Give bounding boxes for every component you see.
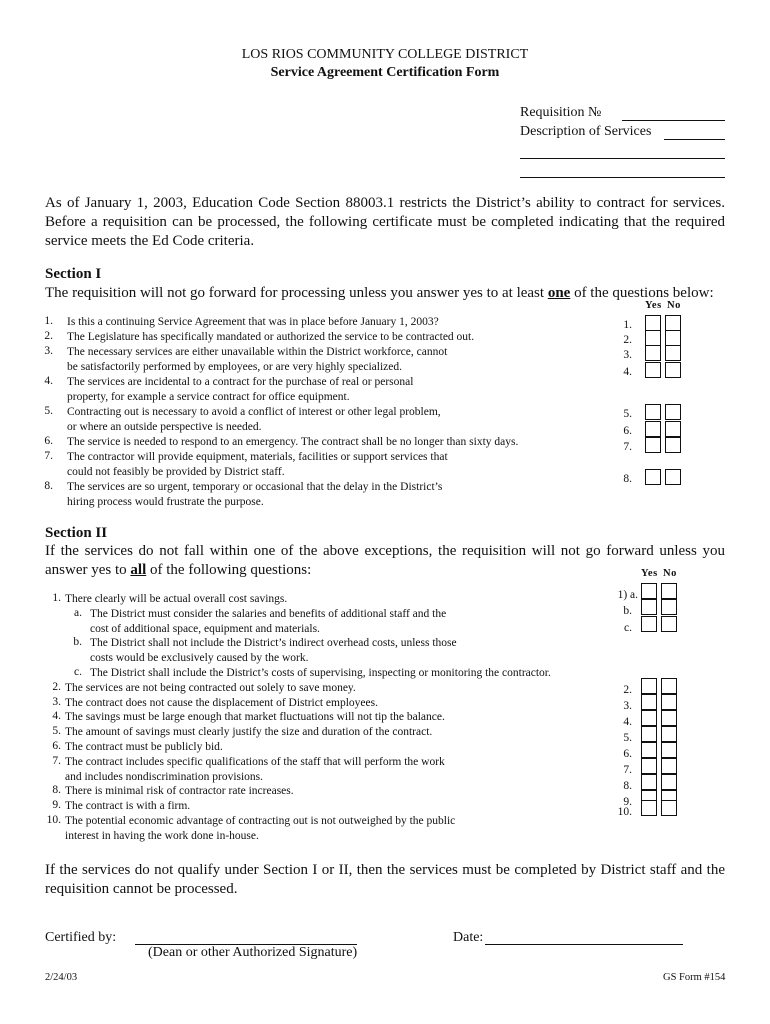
section2-answer-label: 1) a. xyxy=(617,589,638,601)
section2-no-checkbox[interactable] xyxy=(661,758,677,774)
section2-no-checkbox[interactable] xyxy=(661,599,677,615)
date-label: Date: xyxy=(453,930,484,945)
section2-no-checkbox[interactable] xyxy=(661,583,677,599)
section1-yes-checkbox[interactable] xyxy=(645,330,661,346)
section2-instructions: If the services do not fall within one of the above exceptions, the requisition will not go forward unless you answer yes to all of the following questions: xyxy=(45,543,725,578)
section2-question-number: 1. xyxy=(52,592,61,604)
section2-yes-checkbox[interactable] xyxy=(641,726,657,742)
emphasis-all: all xyxy=(130,562,147,578)
section2-question-text: The contract must be publicly bid. xyxy=(65,741,223,753)
section1-question-number: 1. xyxy=(44,315,53,327)
section1-answer-label: 2. xyxy=(623,334,632,346)
date-field[interactable] xyxy=(485,944,683,945)
section2-yes-checkbox[interactable] xyxy=(641,800,657,816)
section1-answer-label: 5. xyxy=(623,408,632,420)
section1-question-text: could not feasibly be provided by District staff. xyxy=(67,466,285,478)
section2-question-number: 3. xyxy=(52,695,61,708)
section2-yes-header: Yes xyxy=(641,568,658,579)
section1-yes-header: Yes xyxy=(645,300,662,311)
section1-question-text: The necessary services are either unavailable within the District workforce, cannot xyxy=(67,346,448,358)
section2-answer-label: 8. xyxy=(623,780,632,792)
section2-yes-checkbox[interactable] xyxy=(641,616,657,632)
section2-yes-checkbox[interactable] xyxy=(641,694,657,710)
section1-yes-checkbox[interactable] xyxy=(645,469,661,485)
section2-question-text: The District shall not include the District’s indirect overhead costs, unless those xyxy=(90,637,457,650)
section1-yes-checkbox[interactable] xyxy=(645,421,661,437)
section1-instructions: The requisition will not go forward for processing unless you answer yes to at least one of the questions below: xyxy=(45,285,714,301)
section1-question-text: The service is needed to respond to an emergency. The contract shall be no longer than sixty days. xyxy=(67,436,519,448)
form-title: Service Agreement Certification Form xyxy=(270,65,500,80)
section1-no-checkbox[interactable] xyxy=(665,345,681,361)
section1-no-checkbox[interactable] xyxy=(665,421,681,437)
description-field-3[interactable] xyxy=(520,177,725,178)
org-name: LOS RIOS COMMUNITY COLLEGE DISTRICT xyxy=(241,47,529,62)
section2-question-text: interest in having the work done in-house. xyxy=(65,829,259,842)
section2-no-checkbox[interactable] xyxy=(661,694,677,710)
section1-question-number: 2. xyxy=(44,330,53,342)
description-field-2[interactable] xyxy=(520,158,725,159)
section2-yes-checkbox[interactable] xyxy=(641,599,657,615)
section1-yes-checkbox[interactable] xyxy=(645,315,661,331)
section1-question-text: Contracting out is necessary to avoid a conflict of interest or other legal problem, xyxy=(67,406,441,418)
signature-caption: (Dean or other Authorized Signature) xyxy=(148,945,358,960)
section2-answer-label: 9. xyxy=(623,796,632,808)
section2-question-text: The services are not being contracted out solely to save money. xyxy=(65,681,356,694)
section2-question-number: 8. xyxy=(52,784,61,797)
section1-question-number: 7. xyxy=(44,450,53,462)
section2-question-number: a. xyxy=(74,606,82,619)
section1-question-text: property, for example a service contract for office equipment. xyxy=(67,391,350,403)
requisition-number-field[interactable] xyxy=(622,120,725,121)
section1-yes-checkbox[interactable] xyxy=(645,437,661,453)
section2-answer-label: 4. xyxy=(623,716,632,728)
section1-answer-label: 7. xyxy=(623,441,632,453)
section2-yes-checkbox[interactable] xyxy=(641,583,657,599)
section2-question-text: costs would be exclusively caused by the work. xyxy=(90,652,309,665)
section1-yes-checkbox[interactable] xyxy=(645,362,661,378)
section2-answer-label: 10. xyxy=(617,806,632,818)
section2-question-text: The contract is with a firm. xyxy=(65,800,191,813)
section1-no-header: No xyxy=(667,300,681,311)
section1-no-checkbox[interactable] xyxy=(665,362,681,378)
footer-date: 2/24/03 xyxy=(45,972,78,983)
section1-question-text: The Legislature has specifically mandated or authorized the service to be contracted out. xyxy=(67,331,475,343)
section2-question-number: 4. xyxy=(52,710,61,723)
intro-paragraph: As of January 1, 2003, Education Code Section 88003.1 restricts the District’s ability to contract for services. Before a requisition can be processed, the following certificate must be completed indicating that the required service meets the Ed Code criteria. xyxy=(45,195,725,249)
section2-question-text: The District must consider the salaries and benefits of additional staff and the xyxy=(90,607,447,620)
section1-question-text: or where an outside perspective is needed. xyxy=(67,421,262,433)
section2-no-checkbox[interactable] xyxy=(661,710,677,726)
section2-no-checkbox[interactable] xyxy=(661,616,677,632)
section2-no-header: No xyxy=(663,568,677,579)
section1-question-text: The services are incidental to a contract for the purchase of real or personal xyxy=(67,376,414,388)
section2-yes-checkbox[interactable] xyxy=(641,710,657,726)
section2-answer-label: c. xyxy=(624,622,632,634)
section2-no-checkbox[interactable] xyxy=(661,678,677,694)
section1-answer-label: 3. xyxy=(623,349,632,361)
section2-answer-label: 6. xyxy=(623,748,632,760)
section2-answer-label: b. xyxy=(623,605,632,617)
section2-answer-label: 2. xyxy=(623,684,632,696)
section1-no-checkbox[interactable] xyxy=(665,404,681,420)
section1-no-checkbox[interactable] xyxy=(665,437,681,453)
section1-question-number: 3. xyxy=(44,345,53,357)
requisition-label: Requisition № xyxy=(520,105,602,120)
section2-question-number: c. xyxy=(74,666,82,678)
section2-question-text: The amount of savings must clearly justify the size and duration of the contract. xyxy=(65,726,433,739)
section2-yes-checkbox[interactable] xyxy=(641,678,657,694)
section2-question-number: 9. xyxy=(52,799,61,812)
section1-no-checkbox[interactable] xyxy=(665,469,681,485)
section2-question-text: The District shall include the District’s costs of supervising, inspecting or monitoring the contractor. xyxy=(90,667,551,679)
section2-yes-checkbox[interactable] xyxy=(641,774,657,790)
section2-question-text: The savings must be large enough that market fluctuations will not tip the balance. xyxy=(65,711,445,724)
section1-heading: Section I xyxy=(45,266,102,282)
section2-question-number: 6. xyxy=(52,740,61,752)
section1-question-number: 4. xyxy=(44,375,53,387)
section1-answer-label: 8. xyxy=(623,473,632,485)
section2-heading: Section II xyxy=(45,525,108,541)
section2-question-number: b. xyxy=(73,636,82,649)
section2-no-checkbox[interactable] xyxy=(661,726,677,742)
section2-yes-checkbox[interactable] xyxy=(641,758,657,774)
section2-question-text: The contract does not cause the displacement of District employees. xyxy=(65,696,378,709)
section1-answer-label: 1. xyxy=(623,319,632,331)
section2-yes-checkbox[interactable] xyxy=(641,742,657,758)
section1-question-number: 8. xyxy=(44,480,53,492)
section1-question-text: Is this a continuing Service Agreement that was in place before January 1, 2003? xyxy=(67,316,439,328)
section1-answer-label: 6. xyxy=(623,425,632,437)
section2-answer-label: 7. xyxy=(623,764,632,776)
section1-question-number: 6. xyxy=(44,435,53,447)
section1-question-number: 5. xyxy=(44,405,53,417)
certified-by-label: Certified by: xyxy=(45,930,117,945)
section1-question-text: The contractor will provide equipment, materials, facilities or support services that xyxy=(67,451,448,463)
section2-question-number: 5. xyxy=(52,725,61,738)
section2-question-number: 7. xyxy=(52,754,61,767)
closing-paragraph: If the services do not qualify under Section I or II, then the services must be completed by District staff and the requisition cannot be processed. xyxy=(45,862,725,897)
section2-question-text: cost of additional space, equipment and materials. xyxy=(90,622,320,635)
section2-no-checkbox[interactable] xyxy=(661,800,677,816)
section2-no-checkbox[interactable] xyxy=(661,742,677,758)
section1-question-text: hiring process would frustrate the purpose. xyxy=(67,496,264,508)
section2-no-checkbox[interactable] xyxy=(661,774,677,790)
section1-yes-checkbox[interactable] xyxy=(645,345,661,361)
section2-question-text: The contract includes specific qualifications of the staff that will perform the work xyxy=(65,755,445,768)
section1-question-text: The services are so urgent, temporary or occasional that the delay in the District’s xyxy=(67,481,443,493)
description-field-1[interactable] xyxy=(664,139,725,140)
section1-no-checkbox[interactable] xyxy=(665,330,681,346)
section2-question-number: 2. xyxy=(52,680,61,693)
description-label: Description of Services xyxy=(520,124,652,139)
section1-answer-label: 4. xyxy=(623,366,632,378)
section2-answer-label: 5. xyxy=(623,732,632,744)
section2-answer-label: 3. xyxy=(623,700,632,712)
section2-question-text: The potential economic advantage of contracting out is not outweighed by the public xyxy=(65,815,456,827)
section1-no-checkbox[interactable] xyxy=(665,315,681,331)
section1-question-text: be satisfactorily performed by employees, or are very highly specialized. xyxy=(67,361,402,373)
section2-question-text: There clearly will be actual overall cost savings. xyxy=(65,593,288,605)
section2-question-text: and includes nondiscrimination provisions. xyxy=(65,770,264,783)
footer-form-number: GS Form #154 xyxy=(663,972,726,983)
section2-question-number: 10. xyxy=(46,814,61,826)
section2-question-text: There is minimal risk of contractor rate increases. xyxy=(65,785,294,798)
section1-yes-checkbox[interactable] xyxy=(645,404,661,420)
emphasis-one: one xyxy=(547,285,571,301)
